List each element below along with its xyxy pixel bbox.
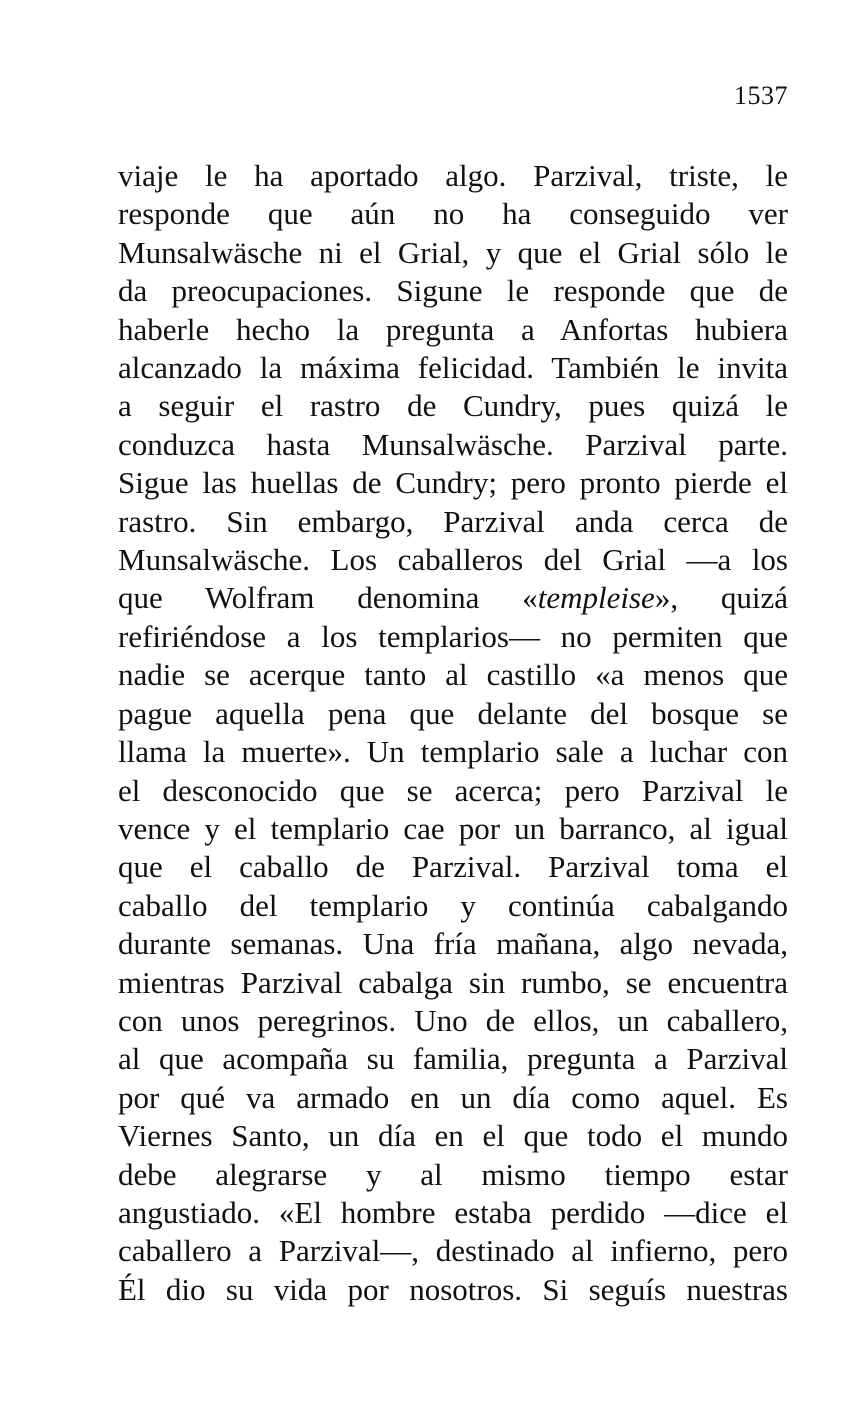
text-segment: llama la muerte». Un templario sale a luchar con (118, 734, 788, 770)
text-segment: haberle hecho la pregunta a Anfortas hubiera (118, 311, 788, 347)
italic-term: templeise (537, 580, 655, 616)
text-line (118, 1194, 788, 1232)
text-segment: caballero a Parzival—, destinado al infierno, pero (118, 1233, 788, 1269)
text-segment: nadie se acerque tanto al castillo «a menos que (118, 657, 788, 693)
text-line (118, 503, 788, 541)
text-line (118, 1079, 788, 1117)
text-segment: angustiado. «El hombre estaba perdido —dice el (118, 1194, 788, 1230)
text-segment: Munsalwäsche ni el Grial, y que el Grial sólo le (118, 234, 788, 270)
text-line (118, 272, 788, 310)
text-line (118, 887, 788, 925)
text-line (118, 195, 788, 233)
text-line (118, 848, 788, 886)
text-segment: al que acompaña su familia, pregunta a Parzival (118, 1041, 788, 1077)
text-segment: alcanzado la máxima felicidad. También le invita (118, 350, 788, 386)
text-segment: responde que aún no ha conseguido ver (118, 196, 788, 232)
text-segment: caballo del templario y continúa cabalgando (118, 887, 788, 923)
text-line (118, 541, 788, 579)
text-segment: debe alegrarse y al mismo tiempo estar (118, 1156, 788, 1192)
text-segment: a seguir el rastro de Cundry, pues quizá le (118, 388, 788, 424)
text-segment: Viernes Santo, un día en el que todo el mundo (118, 1118, 788, 1154)
text-segment: refiriéndose a los templarios— no permiten que (118, 618, 788, 654)
page-number: 1537 (734, 81, 788, 110)
text-segment: conduzca hasta Munsalwäsche. Parzival parte. (118, 426, 788, 462)
text-line (118, 618, 788, 656)
text-line (118, 1040, 788, 1078)
text-line (118, 464, 788, 502)
text-segment: por qué va armado en un día como aquel. Es (118, 1079, 788, 1115)
text-line (118, 964, 788, 1002)
text-line (118, 810, 788, 848)
text-segment: vence y el templario cae por un barranco, al igual (118, 810, 788, 846)
text-line (118, 733, 788, 771)
text-line (118, 1002, 788, 1040)
text-segment: rastro. Sin embargo, Parzival anda cerca de (118, 503, 788, 539)
text-segment: pague aquella pena que delante del bosque se (118, 695, 788, 731)
text-segment: », quizá (654, 580, 788, 616)
text-segment: Él dio su vida por nosotros. Si seguís nuestras (118, 1271, 788, 1307)
text-segment: viaje le ha aportado algo. Parzival, triste, le (118, 158, 788, 193)
text-line (118, 311, 788, 349)
text-segment: que Wolfram denomina « (118, 580, 538, 616)
text-segment: da preocupaciones. Sigune le responde que de (118, 273, 788, 309)
text-segment: que el caballo de Parzival. Parzival toma el (118, 849, 788, 885)
text-segment: Munsalwäsche. Los caballeros del Grial —a los (118, 542, 788, 578)
text-line (118, 772, 788, 810)
text-segment: mientras Parzival cabalga sin rumbo, se encuentra (118, 964, 788, 1000)
text-segment: durante semanas. Una fría mañana, algo nevada, (118, 926, 788, 962)
text-line (118, 387, 788, 425)
text-line (118, 925, 788, 963)
text-line (118, 157, 788, 195)
text-line (118, 1156, 788, 1194)
text-line (118, 234, 788, 272)
body-text (118, 157, 788, 1309)
text-line (118, 579, 788, 617)
text-segment: con unos peregrinos. Uno de ellos, un caballero, (118, 1002, 788, 1038)
text-line (118, 656, 788, 694)
text-segment: el desconocido que se acerca; pero Parzival le (118, 772, 788, 808)
text-line (118, 695, 788, 733)
text-line (118, 426, 788, 464)
text-line (118, 1232, 788, 1270)
text-line (118, 1117, 788, 1155)
text-line (118, 1271, 788, 1309)
text-line (118, 349, 788, 387)
text-segment: Sigue las huellas de Cundry; pero pronto pierde el (118, 465, 788, 501)
